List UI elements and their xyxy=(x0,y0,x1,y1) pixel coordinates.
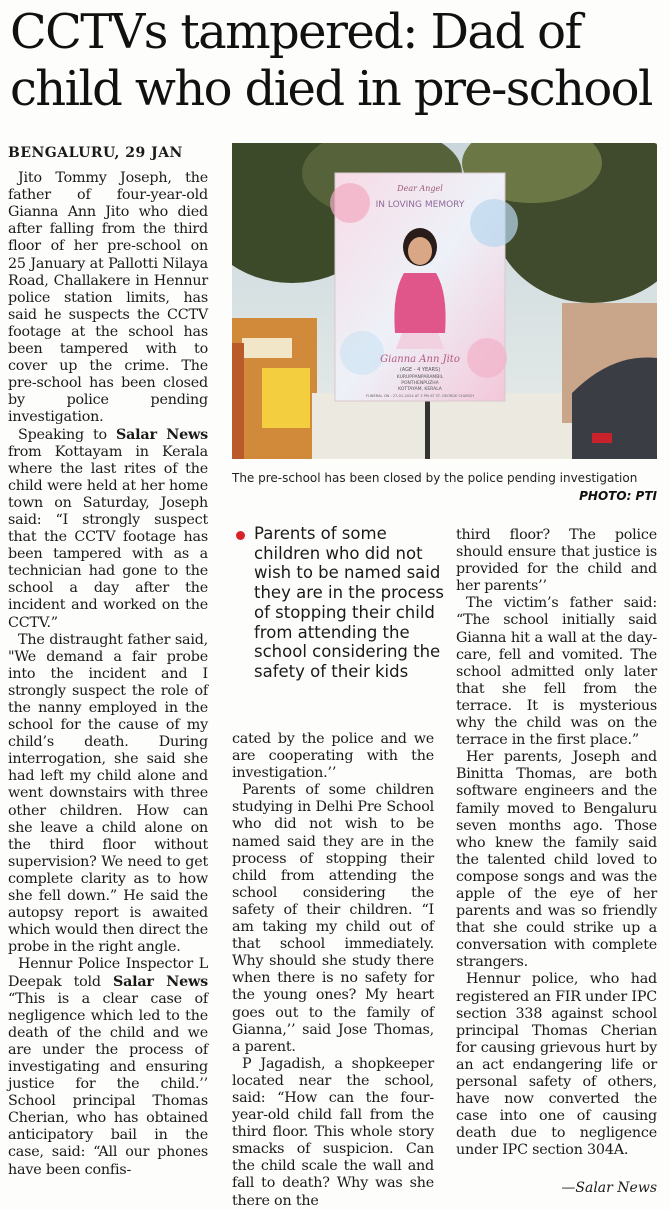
banner-place-line: KOTTAYAM, KERALA xyxy=(398,387,442,392)
banner-memory-text: IN LOVING MEMORY xyxy=(375,200,465,210)
paragraph: cated by the police and we are cooperating with the investigation.’’ xyxy=(232,731,434,782)
paragraph: The distraught father said, "We demand a fair probe into the incident and I strongly suspect the role of the nanny employed in the school for the cause of my child’s death. During interrogation, she said she had left my child alone and went downstairs with three other children. How can she leave a child alone on the third floor without supervision? We need to get complete clarity as to how she fell down.” He said the autopsy report is awaited which would then direct the probe in the right angle. xyxy=(8,631,208,956)
banner-funeral-line: FUNERAL ON : 27-01-2024 AT 3 PM AT ST. GEORGE CHURCH xyxy=(366,394,474,398)
photo-credit: PHOTO: PTI xyxy=(579,489,657,503)
paragraph: P Jagadish, a shopkeeper located near the school, said: “How can the four-year-old child fall from the third floor. This whole story smacks of suspicion. Can the child scale the wall and fall to death? Why was she there on the xyxy=(232,1055,434,1209)
pull-quote-text: Parents of some children who did not wish to be named said they are in the process of stopping their child from attending the school considering the safety of their kids xyxy=(254,524,445,681)
article-column-3 xyxy=(456,527,657,1159)
photo-caption: The pre-school has been closed by the police pending investigation xyxy=(232,471,638,485)
signoff: —Salar News xyxy=(561,1180,657,1196)
memorial-banner-photo xyxy=(232,143,657,459)
banner-age: (AGE - 4 YEARS) xyxy=(399,367,441,373)
article-column-2 xyxy=(232,731,434,1210)
banner-place-line: KURUPPANPARAMBIL xyxy=(396,375,444,380)
paragraph: Hennur Police Inspector L Deepak told Salar News “This is a clear case of negligence which led to the death of the child and we are under the process of investigating and ensuring justice for the child.’’ School principal Thomas Cherian, who has obtained anticipatory bail in the case, said: “All our phones have been confis- xyxy=(8,956,208,1178)
publication-name: Salar News xyxy=(115,426,208,443)
headline: CCTVs tampered: Dad of child who died in pre-school xyxy=(10,4,652,117)
publication-name: Salar News xyxy=(112,973,208,990)
paragraph: Parents of some children studying in Delhi Pre School who did not wish to be named said they are in the process of stopping their child from attending the school considering the safety of their children. “I am taking my child out of that school immediately. Why should she study there when there is no safety for the young ones? My heart goes out to the family of Gianna,’’ said Jose Thomas, a parent. xyxy=(232,782,434,1055)
paragraph: third floor? The police should ensure that justice is provided for the child and her parents’’ xyxy=(456,527,657,595)
banner-name: Gianna Ann Jito xyxy=(380,354,460,365)
pull-quote xyxy=(236,524,454,682)
paragraph: Her parents, Joseph and Binitta Thomas, are both software engineers and the family moved to Bengaluru seven months ago. Those who knew the family said the talented child loved to compose songs and was the apple of the eye of her parents and was so friendly that she could strike up a conversation with complete strangers. xyxy=(456,749,657,971)
paragraph: Jito Tommy Joseph, the father of four-year-old Gianna Ann Jito who died after falling from the third floor of her pre-school on 25 January at Pallotti Nilaya Road, Challakere in Hennur police station limits, has said he suspects the CCTV footage at the school has been tampered with to cover up the crime. The pre-school has been closed by police pending investigation. xyxy=(8,170,208,426)
bullet-icon xyxy=(236,531,245,540)
dateline: BENGALURU, 29 JAN xyxy=(8,145,183,161)
banner-place-line: PONTHENPUZHA xyxy=(401,381,439,386)
banner-top-text: Dear Angel xyxy=(397,184,443,193)
paragraph: The victim’s father said: “The school initially said Gianna hit a wall at the day-care, fell and vomited. The school admitted only later that she fell from the terrace. It is mysterious why the child was on the terrace in the first place.” xyxy=(456,595,657,749)
news-photo xyxy=(232,143,657,459)
article-column-1 xyxy=(8,145,208,1179)
paragraph: Speaking to Salar News from Kottayam in Kerala where the last rites of the child were held at her home town on Saturday, Joseph said: “I strongly suspect that the CCTV footage has been tampered with as a technician had gone to the school a day after the incident and worked on the CCTV.” xyxy=(8,426,208,631)
paragraph: Hennur police, who had registered an FIR under IPC section 338 against school principal Thomas Cherian for causing grievous hurt by an act endangering life or personal safety of others, have now converted the case into one of causing death due to negligence under IPC section 304A. xyxy=(456,971,657,1159)
